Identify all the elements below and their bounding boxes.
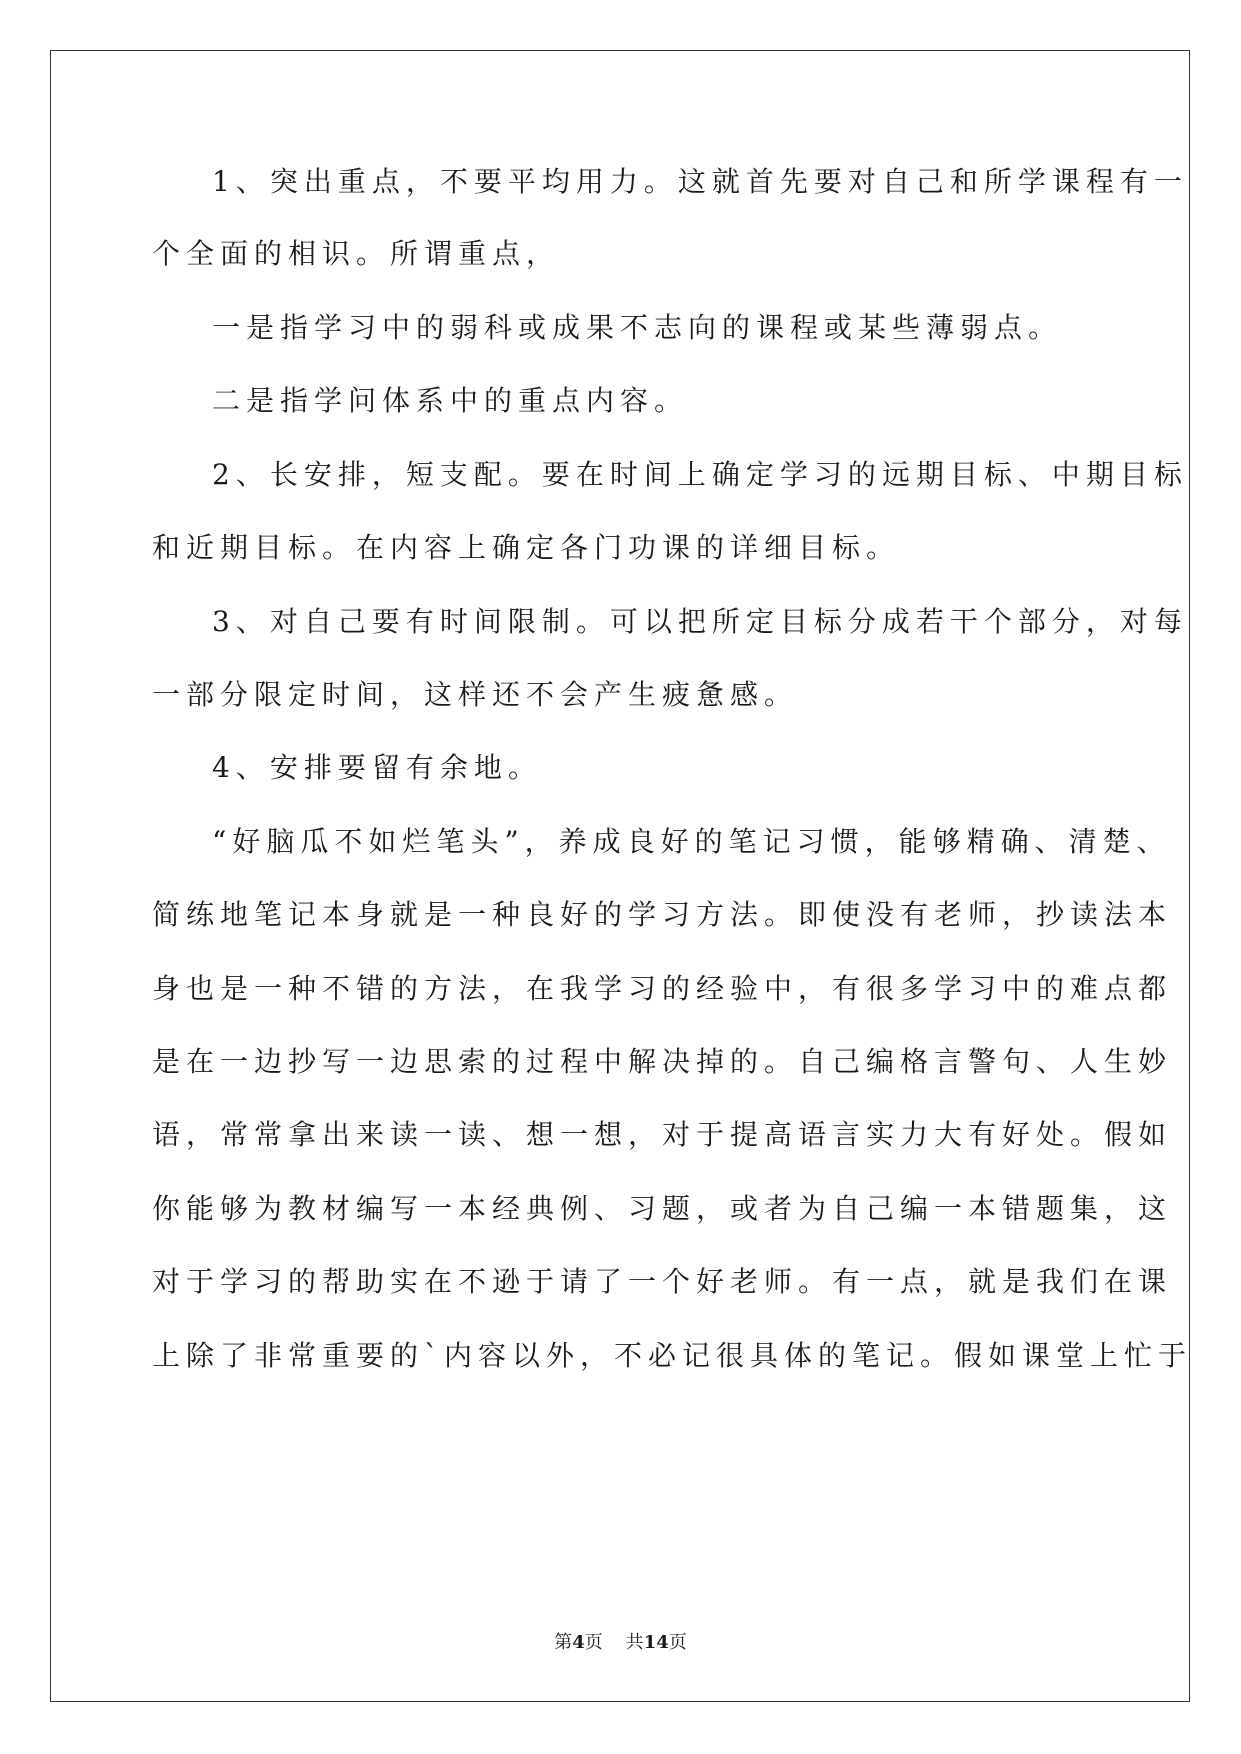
- text-line: 简练地笔记本身就是一种良好的学习方法。即使没有老师，抄读法本: [152, 898, 1173, 931]
- total-suffix: 页: [668, 1632, 687, 1653]
- page-prefix: 第: [554, 1632, 573, 1653]
- text-line: 二是指学问体系中的重点内容。: [212, 384, 689, 417]
- text-line: 一是指学习中的弱科或成果不志向的课程或某些薄弱点。: [212, 311, 1063, 344]
- text-line: 个全面的相识。所谓重点，: [152, 237, 561, 270]
- text-line: 1、突出重点，不要平均用力。这就首先要对自己和所学课程有一: [212, 165, 1188, 198]
- page-number: 4: [572, 1632, 585, 1653]
- text-line: 一部分限定时间，这样还不会产生疲惫感。: [152, 678, 799, 711]
- text-line: “好脑瓜不如烂笔头”，养成良好的笔记习惯，能够精确、清楚、: [212, 825, 1171, 858]
- text-line: 上除了非常重要的`内容以外，不必记很具体的笔记。假如课堂上忙于: [152, 1339, 1193, 1372]
- page-suffix: 页: [584, 1632, 603, 1653]
- text-line: 和近期目标。在内容上确定各门功课的详细目标。: [152, 531, 901, 564]
- total-pages: 14: [643, 1632, 669, 1653]
- text-line: 你能够为教材编写一本经典例、习题，或者为自己编一本错题集，这: [152, 1192, 1173, 1225]
- text-line: 对于学习的帮助实在不逊于请了一个好老师。有一点，就是我们在课: [152, 1265, 1173, 1298]
- page-border: [50, 50, 1193, 1702]
- text-line: 2、长安排，短支配。要在时间上确定学习的远期目标、中期目标: [212, 458, 1188, 491]
- text-line: 身也是一种不错的方法，在我学习的经验中，有很多学习中的难点都: [152, 972, 1173, 1005]
- text-line: 4、安排要留有余地。: [212, 751, 542, 784]
- text-line: 是在一边抄写一边思索的过程中解决掉的。自己编格言警句、人生妙: [152, 1045, 1173, 1078]
- text-line: 语，常常拿出来读一读、想一想，对于提高语言实力大有好处。假如: [152, 1118, 1173, 1151]
- total-prefix: 共: [625, 1632, 644, 1653]
- page-footer: [0, 1628, 1241, 1654]
- text-line: 3、对自己要有时间限制。可以把所定目标分成若干个部分，对每: [212, 605, 1188, 638]
